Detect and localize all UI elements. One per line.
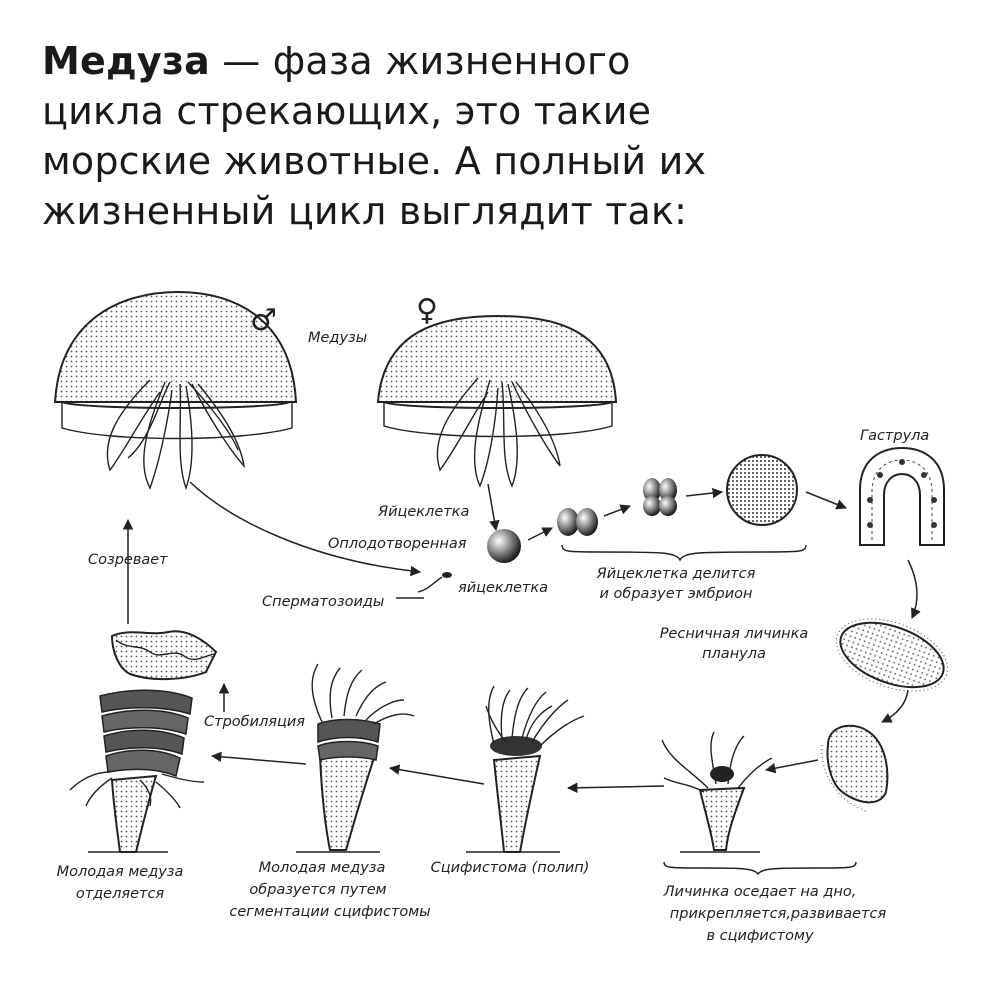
female-medusa	[378, 316, 616, 486]
arrow-young-polyp-to-scyphistoma	[568, 786, 664, 788]
label-matures: Созревает	[88, 552, 168, 568]
released-ephyra	[112, 631, 216, 679]
arrow-settled-to-young-polyp	[766, 760, 818, 770]
heading-line-2: цикла стрекающих, это такие	[42, 89, 652, 133]
heading-line-4: жизненный цикл выглядит так:	[42, 189, 688, 233]
four-cell-embryo	[643, 478, 677, 516]
label-planula-1: Ресничная личинка	[659, 626, 809, 642]
male-symbol-icon: ♂	[250, 303, 277, 338]
arrow-egg-to-2cell	[528, 528, 552, 540]
label-separates-1: Молодая медуза	[56, 864, 184, 880]
cleavage-brace	[562, 545, 806, 560]
arrow-gastrula-to-planula	[908, 560, 917, 618]
fertilized-egg	[487, 529, 521, 563]
label-sperm: Сперматозоиды	[262, 594, 385, 610]
settled-larva	[822, 726, 888, 812]
label-egg-cell: Яйцеклетка	[378, 504, 470, 520]
heading-term: Медуза	[42, 39, 210, 83]
label-settles-1: Личинка оседает на дно,	[663, 884, 857, 900]
sperm-cells	[418, 572, 452, 592]
label-strobilation: Стробиляция	[204, 714, 306, 730]
label-medusae: Медузы	[308, 330, 368, 346]
gastrula	[860, 448, 944, 545]
heading-line-3: морские животные. А полный их	[42, 139, 707, 183]
arrow-planula-to-settled	[882, 690, 908, 722]
morula	[727, 455, 797, 525]
label-fertilized-2: яйцеклетка	[458, 580, 548, 596]
arrow-male-to-sperm	[190, 482, 420, 572]
label-planula-2: планула	[702, 646, 766, 662]
strobila	[70, 690, 204, 852]
arrow-2cell-to-4cell	[604, 506, 630, 516]
young-polyp	[662, 732, 772, 850]
label-divides-1: Яйцеклетка делится	[596, 566, 756, 582]
label-segmentation-3: сегментации сцифистомы	[229, 904, 431, 920]
scyphistoma-polyp	[486, 686, 584, 852]
arrow-segmenting-to-strobila	[212, 756, 306, 764]
segmenting-scyphistoma	[312, 664, 414, 850]
label-settles-2: прикрепляется,развивается	[669, 906, 887, 922]
label-separates-2: отделяется	[75, 886, 165, 902]
label-settles-3: в сцифистому	[706, 928, 814, 944]
heading-line-1-rest: — фаза жизненного	[209, 39, 631, 83]
arrow-morula-to-gastrula	[806, 492, 846, 508]
two-cell-embryo	[557, 508, 598, 536]
female-symbol-icon: ♀	[416, 293, 438, 328]
arrow-4cell-to-morula	[686, 492, 722, 496]
label-segmentation-1: Молодая медуза	[258, 860, 386, 876]
label-divides-2: и образует эмбрион	[599, 586, 753, 602]
arrow-scyphistoma-to-segmenting	[390, 768, 484, 784]
planula-larva	[827, 605, 958, 705]
label-fertilized-1: Оплодотворенная	[328, 536, 467, 552]
label-gastrula: Гаструла	[860, 428, 930, 444]
label-scyphistoma: Сцифистома (полип)	[430, 860, 590, 876]
label-segmentation-2: образуется путем	[249, 882, 387, 898]
settled-brace	[664, 862, 856, 874]
arrow-female-to-egg	[488, 484, 496, 530]
